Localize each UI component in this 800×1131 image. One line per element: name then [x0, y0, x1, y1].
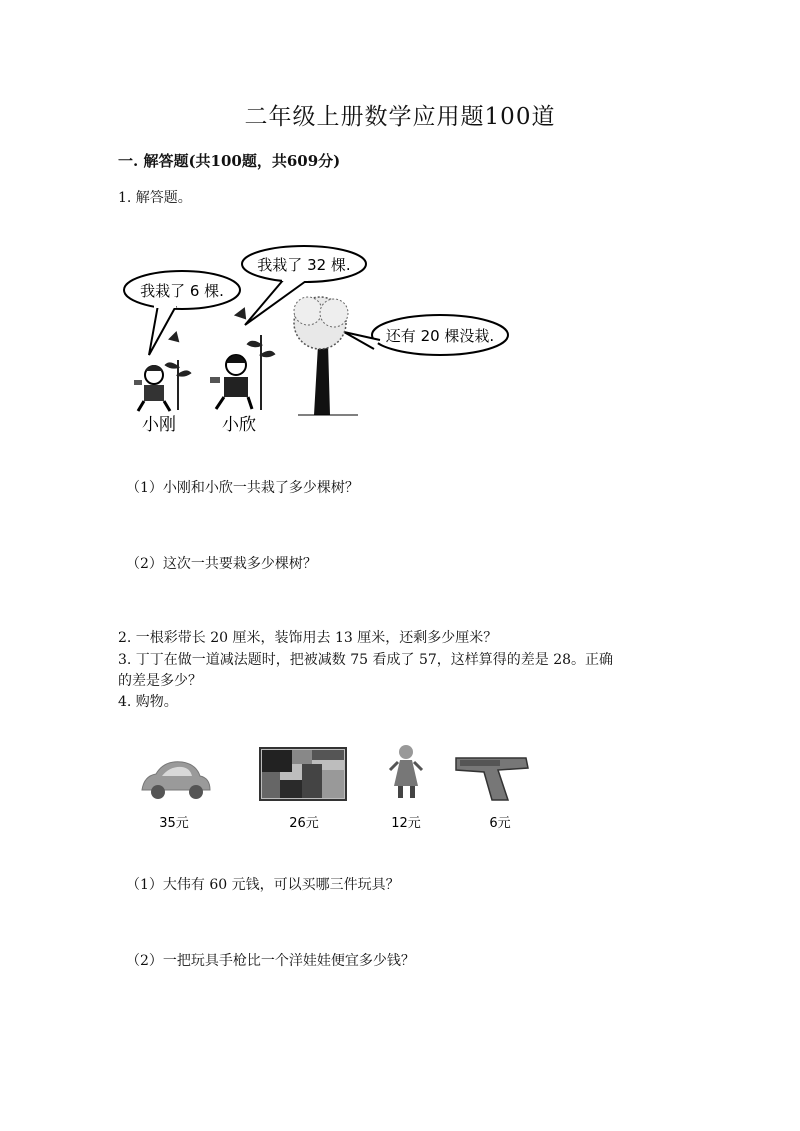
speech-bubble-3: [344, 315, 508, 355]
bubble-2-text: 我栽了 32 棵.: [257, 256, 351, 274]
question-3-line-2: 的差是多少？: [118, 673, 202, 689]
child-xiaoxin-icon: [210, 355, 252, 409]
price-car: 35元: [159, 816, 189, 831]
question-3-line-1: 3. 丁丁在做一道减法题时，把被减数 75 看成了 57，这样算得的差是 28。正确: [118, 652, 614, 668]
question-4-text: 4. 购物。: [118, 694, 178, 710]
tree-planting-illustration: [118, 245, 518, 440]
price-blocks: 26元: [289, 816, 319, 831]
speech-bubble-1: [124, 271, 240, 355]
name-xiaogang: 小刚: [142, 415, 176, 435]
question-1-text: 1. 解答题。: [118, 190, 192, 206]
question-4-sub-2: （2）一把玩具手枪比一个洋娃娃便宜多少钱？: [126, 953, 415, 969]
question-1-sub-1: （1）小刚和小欣一共栽了多少棵树？: [126, 480, 359, 496]
price-gun: 6元: [489, 816, 511, 831]
sapling-icon: [166, 309, 274, 410]
section-heading: 一. 解答题(共100题，共609分): [118, 152, 341, 170]
doll-icon: [390, 745, 422, 798]
tree-icon: [294, 297, 358, 415]
question-2-text: 2. 一根彩带长 20 厘米，装饰用去 13 厘米，还剩多少厘米？: [118, 630, 498, 646]
price-doll: 12元: [391, 816, 421, 831]
page-title: 二年级上册数学应用题100道: [244, 104, 556, 130]
name-xiaoxin: 小欣: [222, 415, 256, 435]
toy-blocks-icon: [260, 748, 346, 800]
bubble-1-text: 我栽了 6 棵.: [140, 282, 224, 300]
bubble-3-text: 还有 20 棵没栽.: [385, 327, 495, 345]
child-xiaogang-icon: [134, 365, 170, 411]
toy-car-icon: [142, 762, 210, 799]
question-4-sub-1: （1）大伟有 60 元钱，可以买哪三件玩具？: [126, 877, 400, 893]
toy-gun-icon: [456, 758, 528, 800]
toys-illustration: [130, 740, 550, 835]
question-1-sub-2: （2）这次一共要栽多少棵树？: [126, 556, 317, 572]
